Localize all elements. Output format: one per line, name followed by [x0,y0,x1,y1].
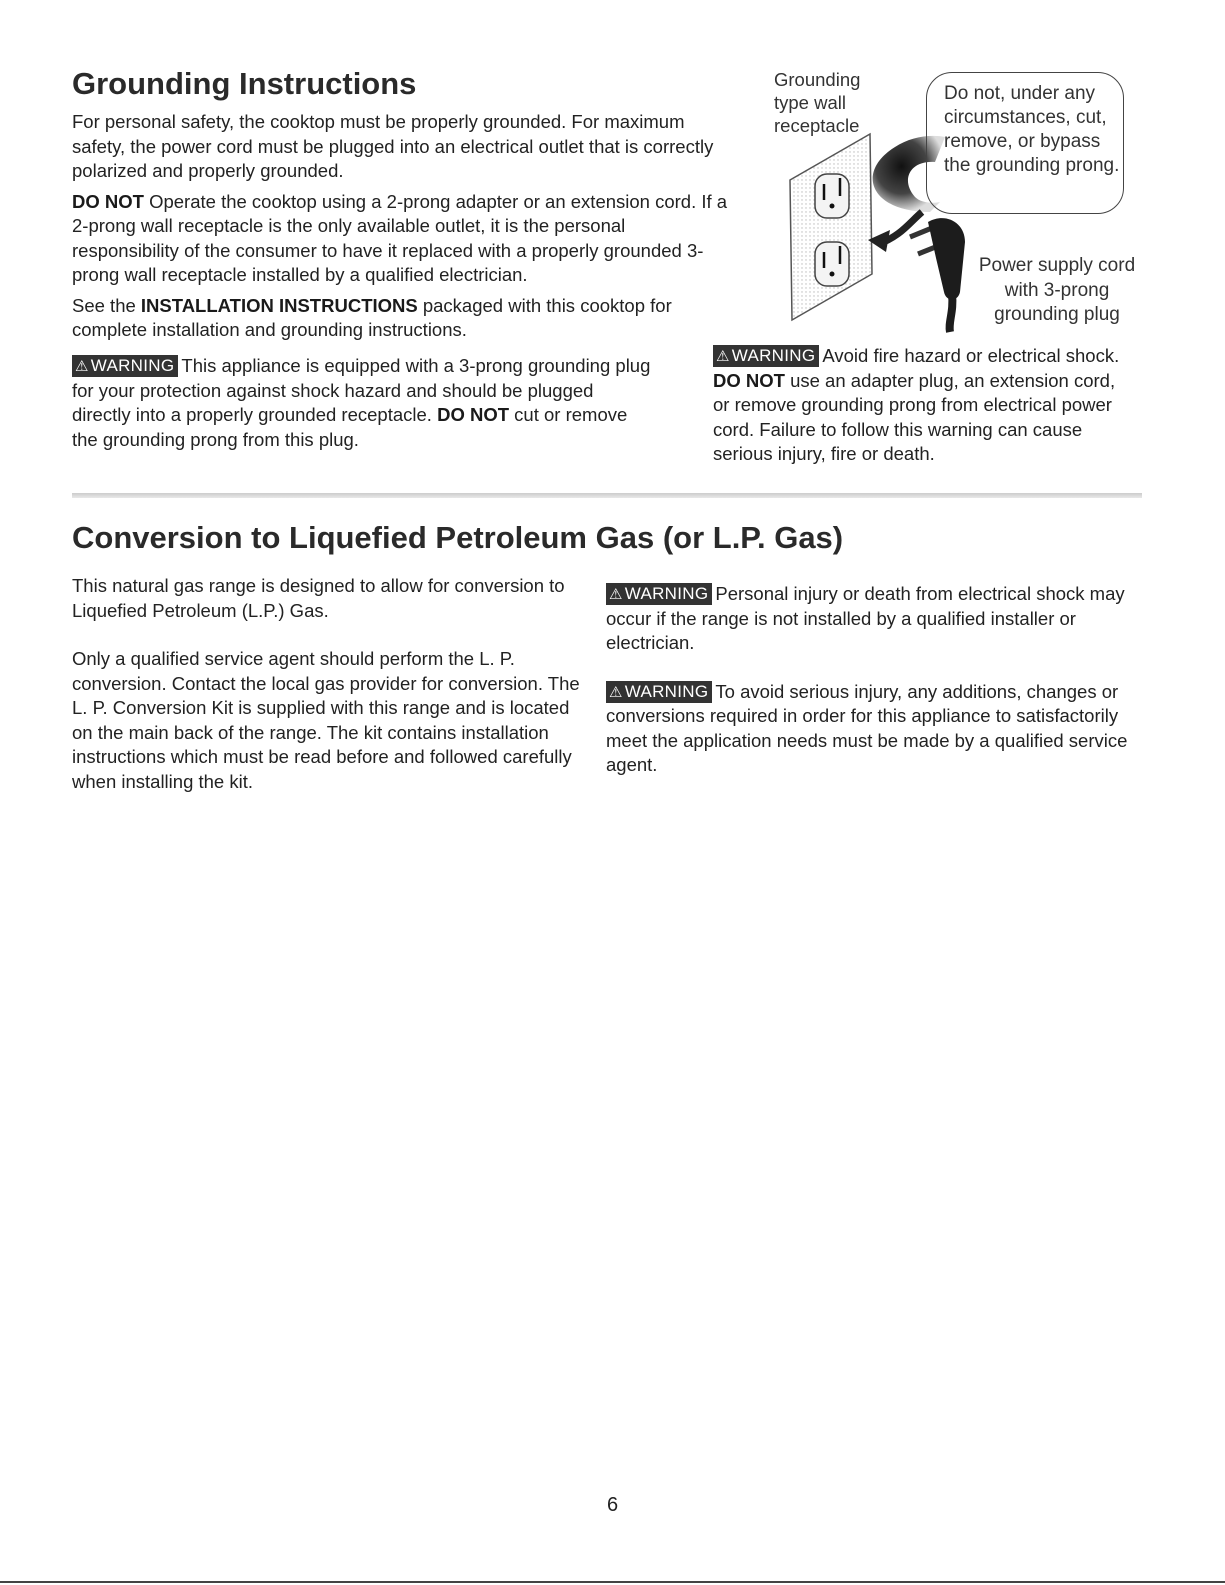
warning-triangle-icon: ⚠ [609,683,623,701]
warning-triangle-icon: ⚠ [716,348,730,365]
section-divider [72,493,1142,498]
warning-4-text: To avoid serious injury, any additions, changes or conversions required in order for this appliance to satisfactorily meet the application needs must be made by a qualified service agent. [606,680,1128,775]
warning-3-text: Personal injury or death from electrical shock may occur if the range is not installed by a qualified installer or electrician. [606,583,1125,653]
grounding-paragraph-2 [72,190,732,288]
grounding-paragraph-3-text: packaged with this cooktop for complete installation and grounding instructions. [72,294,672,340]
warning-badge [606,583,712,605]
installation-instructions-emphasis: INSTALLATION INSTRUCTIONS [140,294,418,316]
warning-badge-label: WARNING [90,356,175,375]
grounding-figure [760,62,1180,342]
page-number: 6 [606,1494,619,1516]
warning-2-text: Avoid fire hazard or electrical shock. [822,345,1120,366]
warning-2-do-not: DO NOT [713,369,785,391]
grounding-paragraph-2-text: Operate the cooktop using a 2-prong adapter or an extension cord. If a 2-prong wall receptacle is the only available outlet, it is the personal responsibility of the consumer to have it replaced with a properly grounded 3-prong wall receptacle installed by a qualified electrician. [72,190,728,285]
conversion-title: Conversion to Liquefied Petroleum Gas (or L.P. Gas) [72,520,844,555]
wall-plate [790,134,872,320]
warning-badge-label: WARNING [624,681,709,701]
warning-1 [72,354,652,452]
receptacle-label: Grounding type wall receptacle [774,69,861,136]
warning-3 [606,582,1141,656]
conversion-paragraph-1: This natural gas range is designed to allow for conversion to Liquefied Petroleum (L.P.) Gas. [72,575,565,621]
conversion-warnings [606,582,1141,778]
callout-text: Do not, under any circumstances, cut, remove, or bypass the grounding prong. [944,83,1120,176]
warning-badge [713,345,819,367]
upper-outlet [815,174,849,218]
warning-1-text-end: cut or remove the grounding prong from this plug. [72,404,628,450]
conversion-paragraph-2: Only a qualified service agent should perform the L. P. conversion. Contact the local gas provider for conversion. The L. P. Conversion Kit is supplied with this range and is located on the main back of the range. The kit contains installation instructions which must be read before and followed carefully when installing the kit. [72,648,580,792]
plug-illustration [910,218,965,332]
grounding-text [72,110,732,349]
warning-1-text: This appliance is equipped with a 3-prong grounding plug for your protection against shock hazard and should be plugged directly into a properly grounded receptacle. [72,355,651,425]
bottom-border [0,1581,1225,1583]
warning-1-do-not: DO NOT [437,404,510,425]
grounding-paragraph-1: For personal safety, the cooktop must be properly grounded. For maximum safety, the power cord must be plugged into an electrical outlet that is correctly polarized and properly grounded. [72,111,714,181]
warning-badge [72,355,178,377]
lower-outlet [815,242,849,286]
do-not-emphasis: DO NOT [72,190,144,212]
warning-badge-label: WARNING [624,584,709,603]
grounding-paragraph-3 [72,294,732,343]
conversion-text [72,574,582,794]
grounding-title: Grounding Instructions [72,66,417,101]
warning-2 [713,344,1133,467]
warning-4 [606,680,1141,778]
warning-2-text-end: use an adapter plug, an extension cord, or remove grounding prong from electrical power cord. Failure to follow this warning can cause serious injury, fire or death. [713,369,1116,464]
see-the-text: See the [72,294,141,316]
warning-badge [606,681,712,703]
warning-triangle-icon: ⚠ [75,358,89,375]
warning-badge-label: WARNING [731,346,816,365]
warning-triangle-icon: ⚠ [609,586,623,603]
cord-label: Power supply cord with 3-prong grounding plug [978,255,1136,325]
